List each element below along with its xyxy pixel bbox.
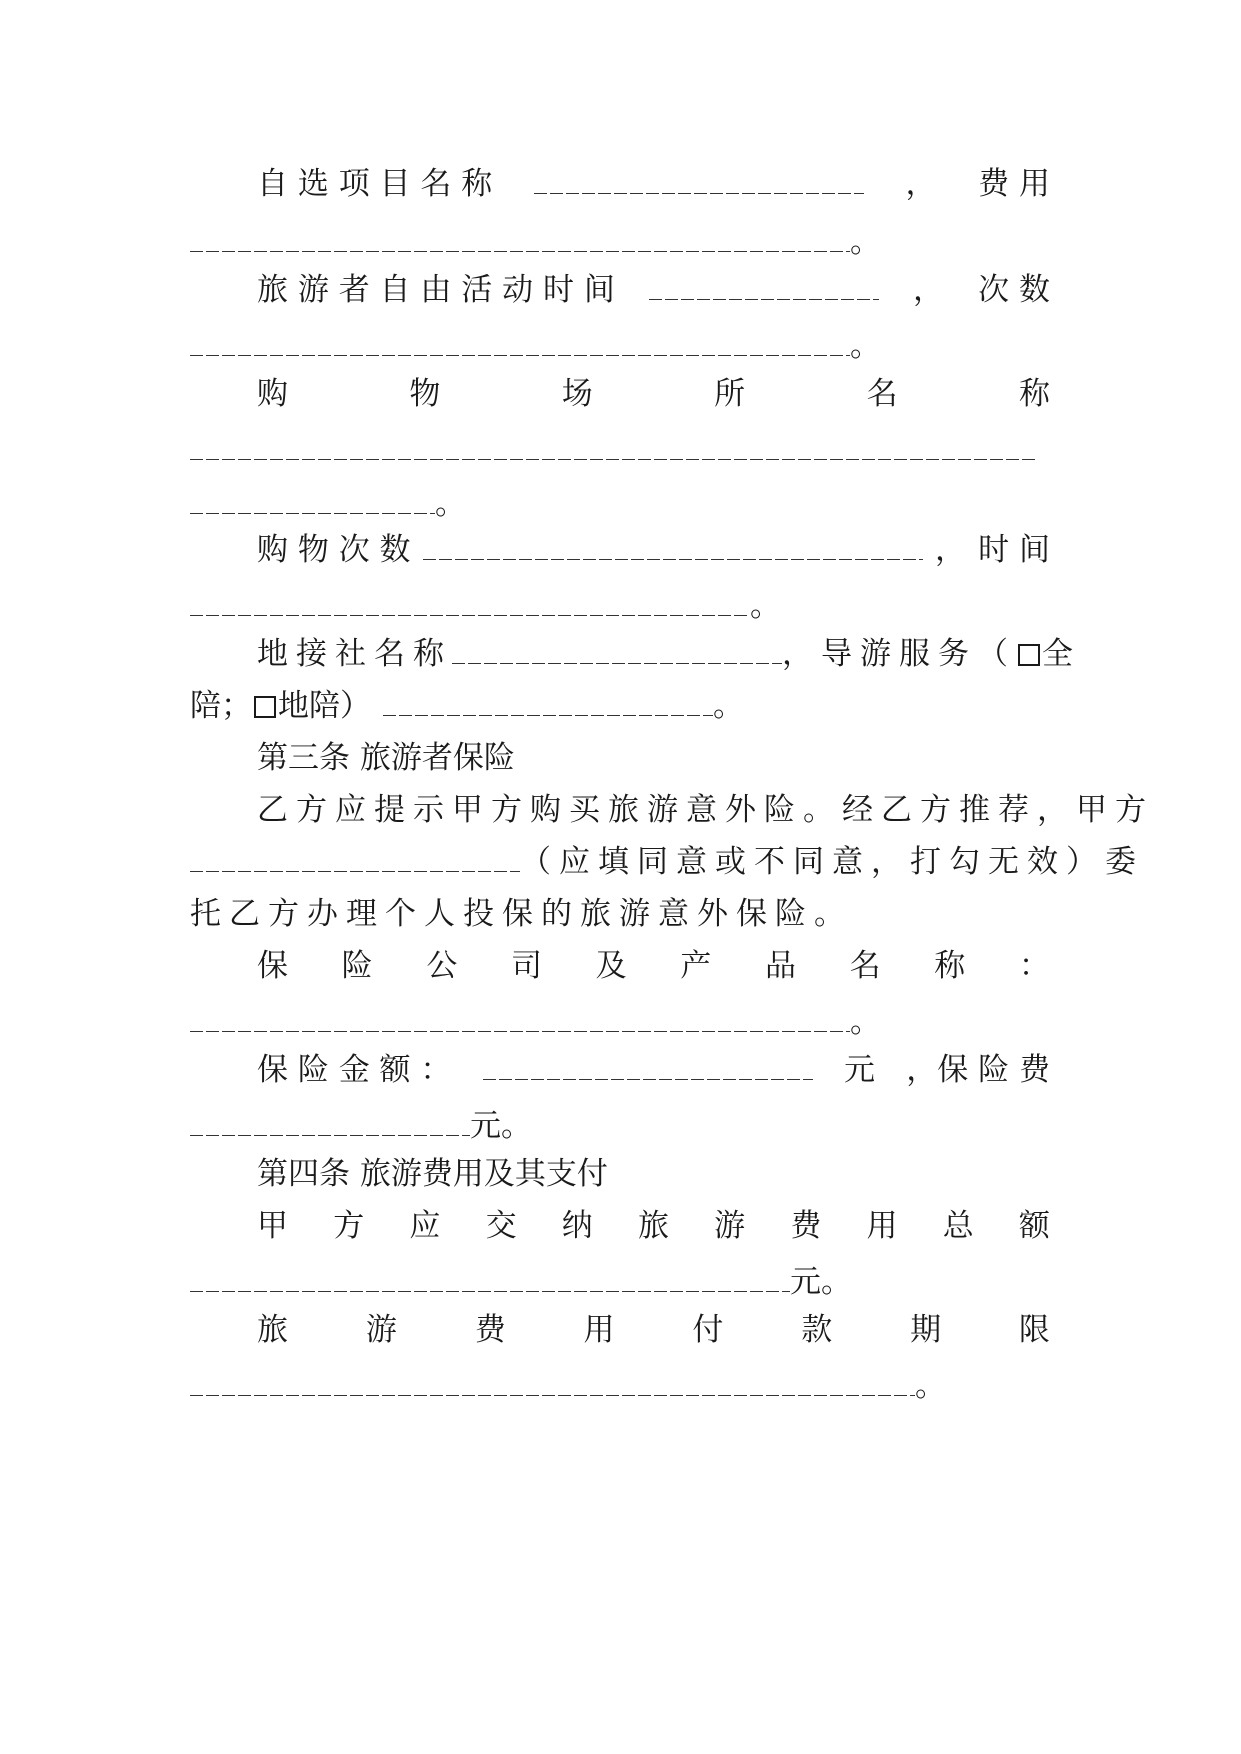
free-time-blank[interactable]	[649, 274, 879, 300]
char: 费	[474, 1312, 506, 1348]
escort-label: 陪；	[190, 688, 252, 724]
char: 游	[365, 1312, 397, 1348]
char: 司	[510, 948, 542, 984]
char: 物	[409, 376, 441, 412]
comma: ，	[905, 166, 937, 202]
insurer-name-blank[interactable]	[190, 1006, 850, 1032]
shopping-count-label: 购 物 次 数	[257, 532, 411, 568]
insurer-name-line	[257, 946, 1050, 986]
insurance-entrust-text: 托乙方办理个人投保的旅游意外保险。	[190, 896, 853, 932]
optional-item-label: 自 选 项 目 名 称	[257, 166, 493, 202]
guide-service-blank[interactable]	[383, 690, 713, 716]
char: 名	[849, 948, 881, 984]
shopping-place-blank-2[interactable]	[190, 488, 435, 514]
insurance-prompt-line	[257, 790, 1154, 830]
shopping-count-blank[interactable]	[423, 534, 923, 560]
local-escort-label: 地陪）	[278, 688, 371, 724]
period: 。	[850, 328, 881, 364]
insured-amount-line	[257, 1050, 1050, 1090]
char: 费	[790, 1208, 822, 1244]
char: 产	[680, 948, 712, 984]
local-escort-line	[190, 686, 1050, 726]
insurance-entrust-line	[190, 894, 1050, 934]
period: 。	[713, 688, 744, 724]
insurer-name-blank-line	[190, 1002, 1050, 1042]
comma: ，	[934, 532, 966, 568]
insured-amount-label: 保 险 金 额 ：	[257, 1052, 452, 1088]
premium-blank[interactable]	[190, 1110, 470, 1136]
full-label: 全	[1042, 636, 1073, 672]
shopping-time-line	[190, 586, 1050, 626]
char: 场	[561, 376, 593, 412]
free-time-count-blank[interactable]	[190, 330, 850, 356]
char: 及	[595, 948, 627, 984]
total-fee-blank[interactable]	[190, 1266, 790, 1292]
char: 方	[333, 1208, 365, 1244]
char: 购	[257, 376, 288, 412]
char: 款	[801, 1312, 833, 1348]
free-time-label: 旅 游 者 自 由 活 动 时 间	[257, 272, 615, 308]
period: 。	[850, 1004, 881, 1040]
char: 称	[1018, 376, 1050, 412]
article-4-heading	[257, 1154, 1050, 1194]
char: 名	[866, 376, 898, 412]
char: 品	[764, 948, 796, 984]
total-fee-blank-line	[190, 1262, 1050, 1302]
shopping-place-blank[interactable]	[190, 434, 1035, 460]
shopping-place-line	[257, 374, 1050, 414]
free-time-line	[257, 270, 1050, 310]
insurance-consent-line	[190, 842, 1144, 882]
payment-deadline-blank-line	[190, 1366, 1050, 1406]
guide-service-label: ，导游服务（	[782, 636, 1016, 672]
period: 。	[850, 224, 881, 260]
char: 应	[409, 1208, 441, 1244]
shopping-time-blank[interactable]	[190, 590, 750, 616]
premium-label: ，保 险 费	[906, 1052, 1050, 1088]
char: 付	[692, 1312, 724, 1348]
optional-item-line	[257, 164, 1050, 204]
insurance-consent-blank[interactable]	[190, 846, 520, 872]
char: 额	[1018, 1208, 1050, 1244]
period: 。	[750, 588, 781, 624]
char: 期	[910, 1312, 942, 1348]
insurance-consent-note: （应填同意或不同意，打勾无效）委	[520, 844, 1144, 880]
free-time-count-line	[190, 326, 1050, 366]
payment-deadline-line	[257, 1310, 1050, 1350]
char: 旅	[257, 1312, 288, 1348]
insured-amount-blank[interactable]	[483, 1054, 813, 1080]
optional-item-fee-line	[190, 222, 1050, 262]
shopping-place-blank-line	[190, 430, 1050, 470]
char: 公	[426, 948, 458, 984]
char: 用	[583, 1312, 615, 1348]
insurance-prompt-text: 乙方应提示甲方购买旅游意外险。经乙方推荐，甲方	[257, 792, 1154, 828]
char: 交	[485, 1208, 517, 1244]
char: 用	[866, 1208, 898, 1244]
yuan-period: 元。	[470, 1108, 532, 1144]
optional-item-name-blank[interactable]	[534, 168, 864, 194]
local-agency-label: 地接社名称	[257, 636, 452, 672]
total-fee-line	[257, 1206, 1050, 1246]
comma: ，	[913, 272, 945, 308]
fee-label: 费 用	[978, 166, 1050, 202]
period: 。	[435, 486, 466, 522]
article-4-title: 第四条 旅游费用及其支付	[257, 1156, 608, 1192]
shopping-count-line	[257, 530, 1050, 570]
yuan-label: 元	[843, 1052, 875, 1088]
char: 游	[714, 1208, 746, 1244]
period: 。	[915, 1368, 946, 1404]
article-3-title: 第三条 旅游者保险	[257, 740, 515, 776]
char: 旅	[637, 1208, 669, 1244]
char: 保	[257, 948, 288, 984]
char: 甲	[257, 1208, 288, 1244]
yuan-period: 元。	[790, 1264, 852, 1300]
time-label: 时 间	[978, 532, 1050, 568]
local-agency-blank[interactable]	[452, 638, 782, 664]
local-escort-checkbox[interactable]	[254, 696, 276, 718]
char: 总	[942, 1208, 974, 1244]
payment-deadline-blank[interactable]	[190, 1370, 915, 1396]
char: ：	[1018, 948, 1050, 984]
char: 险	[341, 948, 373, 984]
char: 称	[934, 948, 966, 984]
shopping-place-blank-line-2	[190, 484, 1050, 524]
char: 所	[714, 376, 746, 412]
article-3-heading	[257, 738, 1050, 778]
optional-item-fee-blank[interactable]	[190, 226, 850, 252]
char: 限	[1018, 1312, 1050, 1348]
char: 纳	[561, 1208, 593, 1244]
local-agency-line	[257, 634, 1073, 674]
full-escort-checkbox[interactable]	[1018, 644, 1040, 666]
count-label: 次 数	[978, 272, 1050, 308]
premium-line	[190, 1106, 1050, 1146]
